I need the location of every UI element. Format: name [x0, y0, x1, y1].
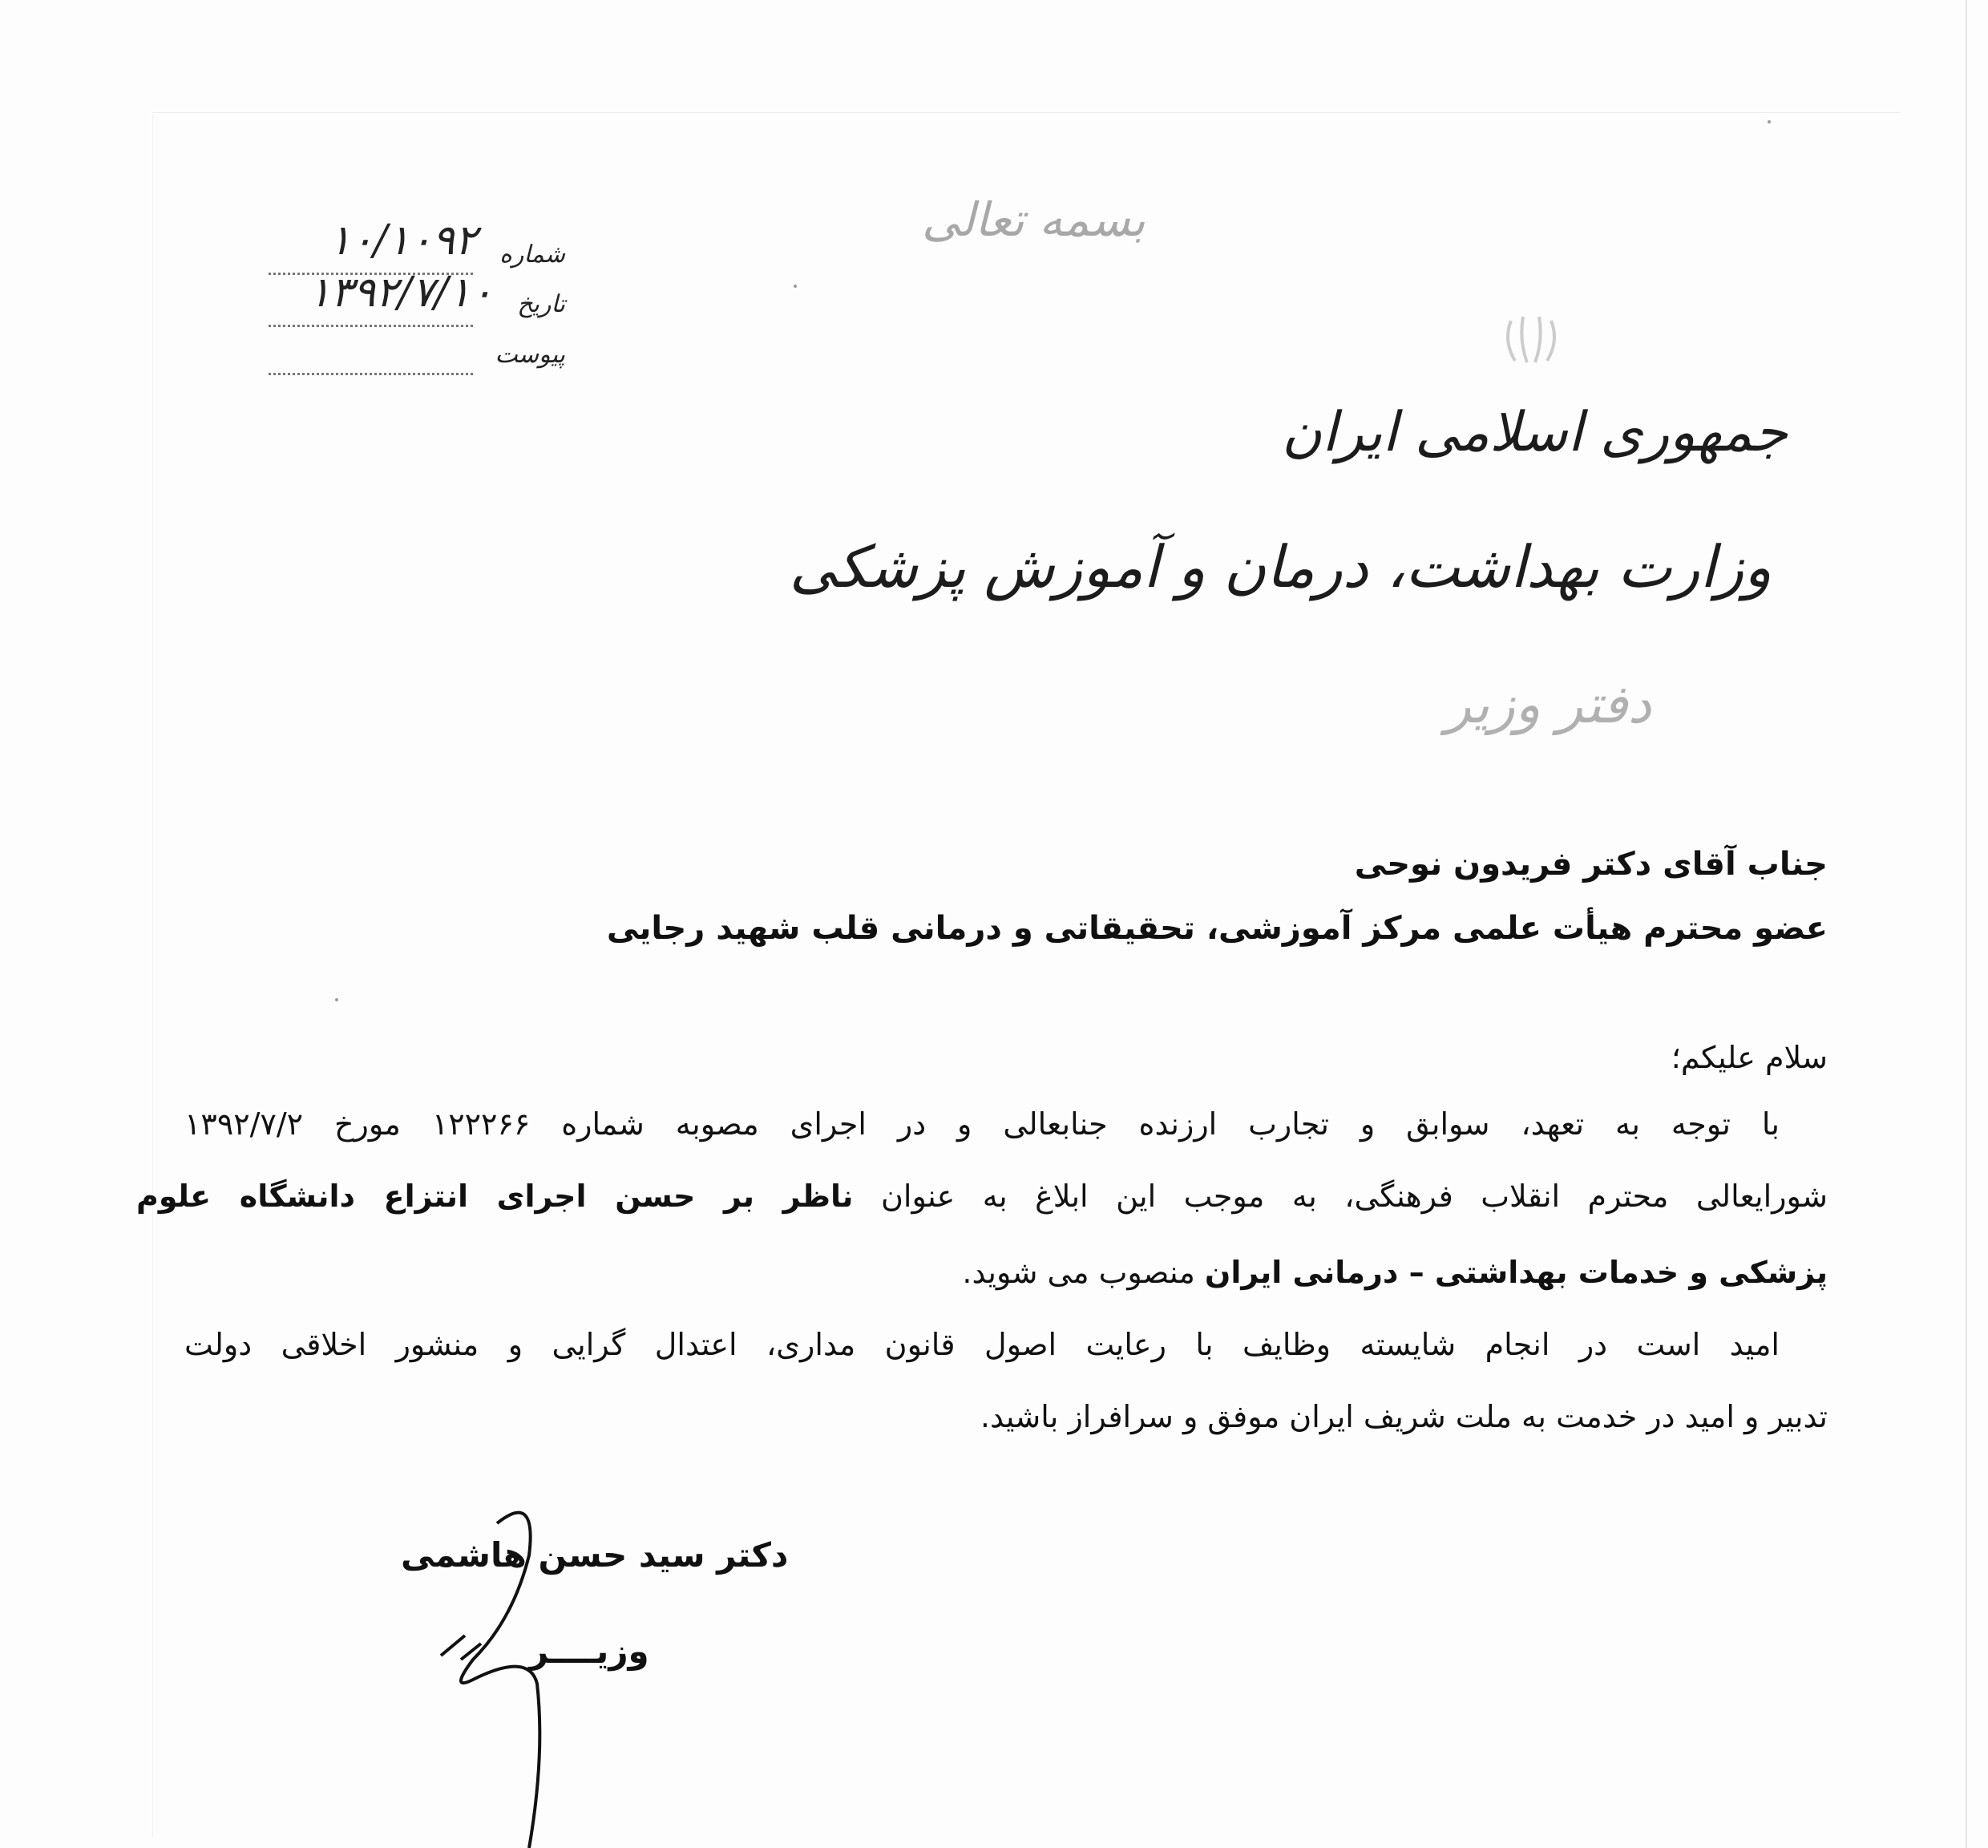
signer-name: دکتر سید حسن هاشمی [401, 1535, 789, 1575]
attachment-label: پیوست [495, 341, 565, 369]
number-label: شماره [499, 241, 565, 269]
reference-block [269, 216, 565, 393]
paragraph2-line1: امید است در انجام شایسته وظایف با رعایت اصول قانون مداری، اعتدال گرایی و منشور اخلاقی دولت [184, 1327, 1780, 1362]
university-name: پزشکی و خدمات بهداشتی – درمانی ایران [1204, 1255, 1828, 1290]
paragraph1-line1: با توجه به تعهد، سوابق و تجارب ارزنده جنابعالی و در اجرای مصوبه شماره ۱۲۲۲۶۶ مورخ ۱۳۹۲/۷/۲ [184, 1106, 1780, 1142]
paragraph2-line2: تدبیر و امید در خدمت به ملت شریف ایران موفق و سرافراز باشید. [980, 1399, 1828, 1434]
attachment-line [269, 373, 473, 375]
scan-speck [794, 285, 797, 288]
greeting: سلام علیکم؛ [1671, 1040, 1828, 1075]
number-value: ۱۰/۱۰۹۲ [328, 216, 477, 265]
signer-title: وزیــــر [529, 1632, 649, 1671]
page-edge [1966, 0, 1967, 1848]
paragraph1-line2 [136, 1179, 1828, 1214]
republic-title: جمهوری اسلامی ایران [1282, 401, 1788, 464]
scan-speck [1768, 120, 1771, 123]
date-label: تاریخ [517, 290, 565, 318]
date-line [269, 325, 473, 327]
addressee-name: جناب آقای دکتر فریدون نوحی [1354, 846, 1828, 883]
emblem-icon [1499, 313, 1563, 369]
scan-speck [335, 998, 338, 1001]
paragraph1-line3-text: منصوب می شوید. [962, 1255, 1195, 1290]
appointment-title: ناظر بر حسن اجرای انتزاع دانشگاه علوم [136, 1179, 854, 1214]
paragraph1-line2-text: شورایعالی محترم انقلاب فرهنگی، به موجب این ابلاغ به عنوان [881, 1179, 1828, 1214]
invocation: بسمه تعالی [922, 192, 1146, 247]
office-title: دفتر وزیر [1445, 673, 1651, 735]
ministry-title: وزارت بهداشت، درمان و آموزش پزشکی [789, 533, 1772, 600]
date-value: ۱۳۹۲/۷/۱۰ [308, 269, 493, 317]
paragraph1-line3 [962, 1255, 1828, 1290]
addressee-position: عضو محترم هیأت علمی مرکز آموزشی، تحقیقاتی و درمانی قلب شهید رجایی [606, 910, 1828, 947]
